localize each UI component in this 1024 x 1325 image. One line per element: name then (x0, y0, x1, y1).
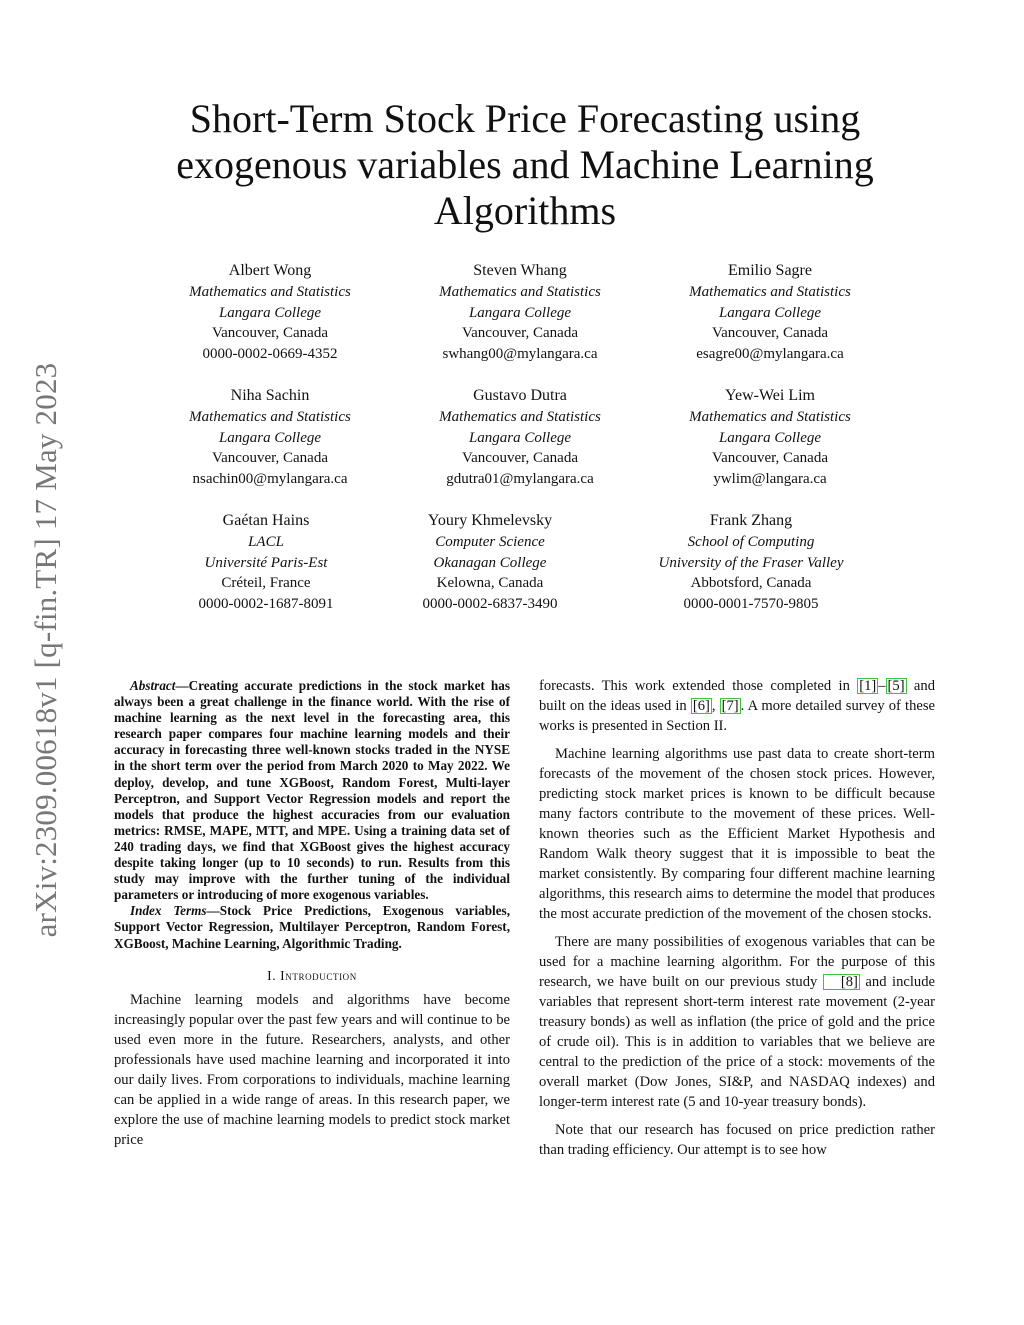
author-organization: Université Paris-Est (204, 554, 328, 571)
body-text: and built on the ideas used in (539, 678, 935, 714)
body-text: forecasts. This work extended those completed in (539, 678, 858, 694)
author-block (140, 260, 400, 364)
body-paragraph (539, 932, 935, 1112)
citation-link[interactable]: [1] (859, 678, 877, 694)
body-text: There are many possibilities of exogenous variables that can be used for a machine learning algorithm. For the purpose of this research, we have built on our previous study (539, 934, 935, 990)
citation-link[interactable]: [6] (692, 698, 710, 714)
author-name: Yew-Wei Lim (725, 387, 815, 404)
citation-link[interactable]: [7] (721, 698, 739, 714)
author-location: Kelowna, Canada (436, 575, 544, 591)
citation-link[interactable]: [5] (887, 678, 905, 694)
author-contact: nsachin00@mylangara.ca (192, 470, 348, 487)
author-organization: Langara College (468, 304, 572, 321)
author-organization: Langara College (718, 429, 822, 446)
body-text: . A more detailed survey of these works is presented in Section II. (539, 698, 935, 734)
body-paragraph (539, 676, 935, 736)
paper-title (120, 96, 930, 234)
author-name: Emilio Sagre (728, 262, 812, 279)
body-text: and include variables that represent short-term interest rate movement (2-year treasury bonds) as well as inflation (the price of gold and the price of crude oil). This is in addition to variables that we believe are central to the prediction of the price of a stock: movements of the overall market (Dow Jones, SI&P, and NASDAQ indexes) and longer-term interest rate (5 and 10-year treasury bonds). (539, 974, 936, 1110)
author-location: Vancouver, Canada (461, 450, 578, 466)
title-line: exogenous variables and Machine Learning (176, 142, 874, 187)
author-block (390, 260, 650, 364)
author-organization: Langara College (218, 429, 322, 446)
author-block (360, 510, 620, 614)
author-department: Mathematics and Statistics (189, 284, 351, 300)
author-contact: ywlim@langara.ca (713, 470, 827, 487)
author-department: LACL (248, 534, 284, 550)
body-text: – (878, 678, 886, 694)
author-block (136, 510, 396, 614)
author-contact: swhang00@mylangara.ca (442, 345, 598, 362)
author-department: Mathematics and Statistics (189, 409, 351, 425)
title-line: Algorithms (433, 188, 617, 233)
author-location: Vancouver, Canada (211, 450, 328, 466)
author-name: Niha Sachin (230, 387, 310, 404)
author-name: Albert Wong (228, 262, 312, 279)
author-name: Steven Whang (473, 262, 567, 279)
author-location: Vancouver, Canada (711, 325, 828, 341)
author-block (140, 385, 400, 489)
author-block (621, 510, 881, 614)
abstract-label: Abstract (130, 678, 176, 693)
author-name: Frank Zhang (709, 512, 793, 529)
author-name: Youry Khmelevsky (427, 512, 553, 529)
author-department: Mathematics and Statistics (689, 284, 851, 300)
right-column (539, 676, 935, 1160)
citation-link[interactable]: [8] (823, 974, 860, 990)
author-location: Créteil, France (221, 575, 311, 591)
author-contact: gdutra01@mylangara.ca (446, 470, 594, 487)
title-line: Short-Term Stock Price Forecasting using (189, 96, 861, 141)
author-contact: 0000-0001-7570-9805 (683, 595, 819, 612)
body-paragraph: Note that our research has focused on price prediction rather than trading efficiency. Our attempt is to see how (539, 1122, 935, 1158)
author-organization: Langara College (218, 304, 322, 321)
abstract (114, 678, 510, 903)
author-contact: 0000-0002-1687-8091 (198, 595, 334, 612)
author-organization: Langara College (468, 429, 572, 446)
author-block (390, 385, 650, 489)
author-organization: Langara College (718, 304, 822, 321)
index-terms (114, 903, 510, 951)
author-organization: University of the Fraser Valley (658, 554, 844, 571)
author-location: Abbotsford, Canada (690, 575, 812, 591)
author-department: Mathematics and Statistics (439, 284, 601, 300)
author-location: Vancouver, Canada (711, 450, 828, 466)
author-location: Vancouver, Canada (461, 325, 578, 341)
left-column (114, 678, 510, 1150)
index-terms-text: —Stock Price Predictions, Exogenous variables, Support Vector Regression, Multilayer Perceptron, Random Forest, XGBoost, Machine Learning, Algorithmic Trading. (114, 903, 510, 951)
author-block (640, 385, 900, 489)
author-department: Computer Science (435, 534, 545, 550)
author-organization: Okanagan College (433, 554, 547, 571)
intro-paragraph: Machine learning models and algorithms have become increasingly popular over the past few years and will continue to be used even more in the future. Researchers, analysts, and other professionals have used machine learning and incorporated it into our daily lives. From corporations to individuals, machine learning can be applied in a wide range of areas. In this research paper, we explore the use of machine learning models to predict stock market price (114, 991, 510, 1148)
body-text: , (711, 698, 720, 714)
author-contact: esagre00@mylangara.ca (696, 345, 844, 362)
index-terms-label: Index Terms (130, 903, 207, 919)
abstract-text: —Creating accurate predictions in the stock market has always been a great challenge in the finance world. With the rise of machine learning as the next level in the forecasting area, this research paper compares four machine learning models and their accuracy in forecasting three well-known stocks traded in the NYSE in the short term over the period from March 2020 to May 2022. We deploy, develop, and tune XGBoost, Random Forest, Multi-layer Perceptron, and Support Vector Regression models and report the models that produce the highest accuracies from our evaluation metrics: RMSE, MAPE, MTT, and MPE. Using a training data set of 240 trading days, we find that XGBoost gives the highest accuracy despite taking longer (up to 10 seconds) to run. Results from this study may improve with the further tuning of the individual parameters or introducing of more exogenous variables. (114, 678, 510, 903)
arxiv-sidebar-stamp (26, 330, 66, 970)
body-paragraph: Machine learning algorithms use past data to create short-term forecasts of the movement of the chosen stock prices. However, predicting stock market prices is known to be difficult because many factors contribute to the movement of these prices. Well-known theories such as the Efficient Market Hypothesis and Random Walk theory suggest that it is impossible to beat the market consistently. By comparing four different machine learning algorithms, this research aims to determine the model that produces the most accurate prediction of the movement of the chosen stocks. (539, 746, 935, 922)
author-name: Gaétan Hains (222, 512, 310, 529)
author-department: School of Computing (687, 534, 815, 550)
section-heading: I. Introduction (267, 967, 357, 983)
arxiv-identifier: arXiv:2309.00618v1 [q-fin.TR] 17 May 2023 (28, 362, 63, 938)
author-contact: 0000-0002-0669-4352 (202, 345, 338, 362)
author-department: Mathematics and Statistics (689, 409, 851, 425)
author-location: Vancouver, Canada (211, 325, 328, 341)
author-block (640, 260, 900, 364)
author-name: Gustavo Dutra (473, 387, 567, 404)
author-contact: 0000-0002-6837-3490 (422, 595, 558, 612)
author-department: Mathematics and Statistics (439, 409, 601, 425)
